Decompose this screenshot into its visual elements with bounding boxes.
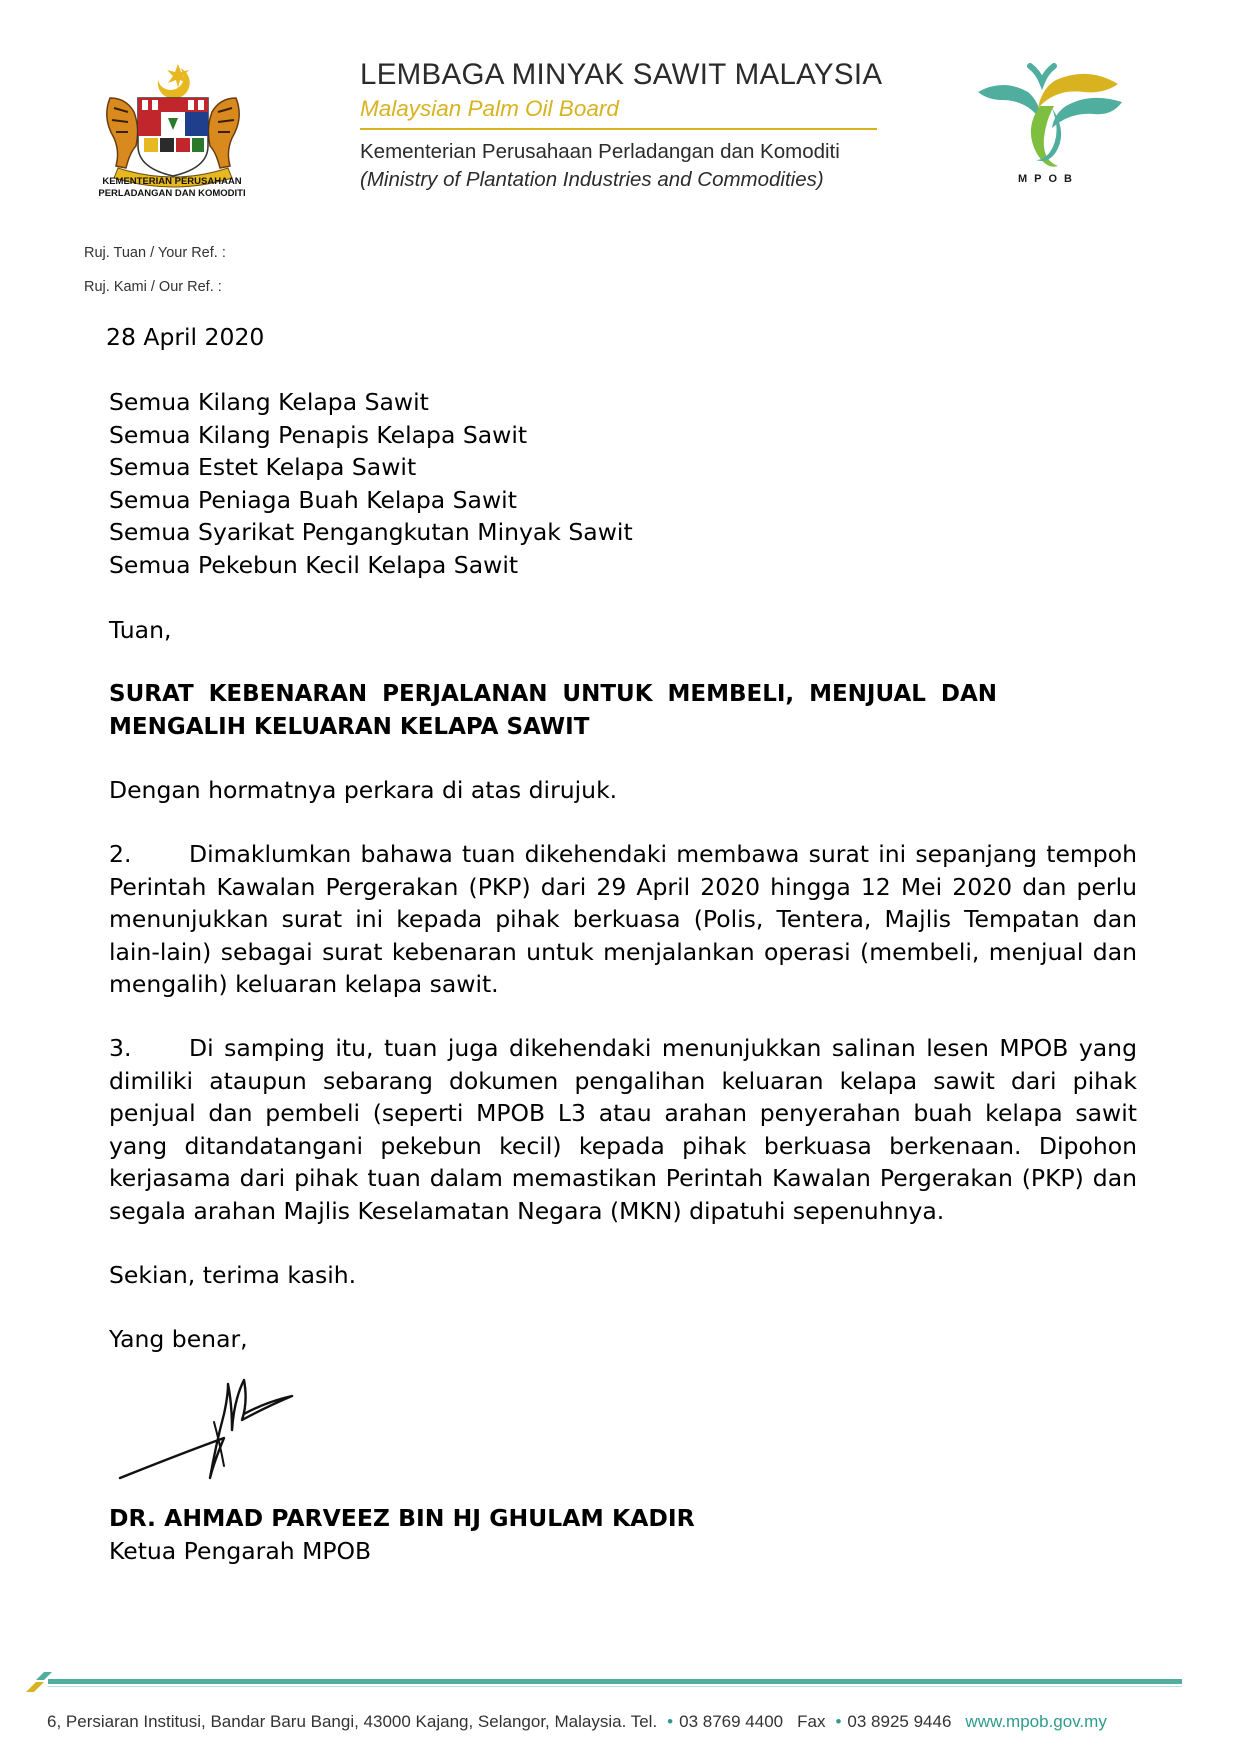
- recipient-item: Semua Estet Kelapa Sawit: [109, 453, 417, 481]
- board-name-english: Malaysian Palm Oil Board: [360, 96, 619, 121]
- paragraph-text: Dimaklumkan bahawa tuan dikehendaki membawa surat ini sepanjang tempoh Perintah Kawalan Pergerakan (PKP) dari 29 April 2020 hingga 12 Mei 2020 dan perlu menunjukkan surat ini kepada pihak berkuasa (Polis, Tentera, Majlis Tempatan dan lain-lain) sebagai surat kebenaran untuk menjalankan operasi (membeli, menjual dan mengalih) keluaran kelapa sawit.: [109, 840, 1137, 998]
- handwritten-signature: [118, 1372, 318, 1482]
- closing-line: Sekian, terima kasih.: [109, 1261, 357, 1289]
- footer-address: 6, Persiaran Institusi, Bandar Baru Bangi, 43000 Kajang, Selangor, Malaysia. Tel.: [47, 1712, 658, 1731]
- bullet-icon: •: [835, 1712, 842, 1731]
- recipient-item: Semua Kilang Penapis Kelapa Sawit: [109, 420, 528, 449]
- bullet-icon: •: [667, 1712, 674, 1731]
- paragraph-2: [109, 838, 1137, 1001]
- ministry-caption: [62, 176, 282, 200]
- ministry-name: Kementerian Perusahaan Perladangan dan Komoditi: [360, 140, 840, 163]
- footer-tel: 03 8769 4400: [679, 1712, 784, 1731]
- ministry-caption-line1: KEMENTERIAN PERUSAHAAN: [102, 176, 242, 187]
- paragraph-3: [109, 1032, 1137, 1227]
- header-divider: [360, 128, 877, 130]
- regards-line: Yang benar,: [109, 1325, 248, 1353]
- paragraph-text: Di samping itu, tuan juga dikehendaki menunjukkan salinan lesen MPOB yang dimiliki ataupun sebarang dokumen pengalihan keluaran kelapa sawit dari pihak penjual dan pembeli (seperti MPOB L3 atau arahan penyerahan buah kelapa sawit yang ditandatangani pekebun kecil) kepada pihak berkuasa berkenaan. Dipohon kerjasama dari pihak tuan dalam memastikan Perintah Kawalan Pergerakan (PKP) dan segala arahan Majlis Keselamatan Negara (MKN) dipatuhi sepenuhnya.: [109, 1034, 1137, 1225]
- recipient-list: [109, 386, 633, 581]
- our-reference: Ruj. Kami / Our Ref. :: [84, 279, 222, 295]
- signer-title: Ketua Pengarah MPOB: [109, 1537, 372, 1565]
- ministry-name-english: (Ministry of Plantation Industries and Commodities): [360, 168, 824, 191]
- salutation: Tuan,: [109, 616, 172, 644]
- board-header: [360, 58, 882, 192]
- ministry-caption-line2: PERLADANGAN DAN KOMODITI: [98, 188, 246, 199]
- signer-name: DR. AHMAD PARVEEZ BIN HJ GHULAM KADIR: [109, 1504, 695, 1532]
- footer-divider-thin: [48, 1686, 1182, 1687]
- footer-fax: 03 8925 9446: [847, 1712, 952, 1731]
- letter-date: 28 April 2020: [106, 323, 265, 351]
- footer-contact: [47, 1712, 1107, 1732]
- mpob-wordmark: MPOB: [1018, 173, 1079, 185]
- your-reference: Ruj. Tuan / Your Ref. :: [84, 245, 226, 261]
- mpob-logo: [968, 62, 1128, 182]
- recipient-item: Semua Syarikat Pengangkutan Minyak Sawit: [109, 518, 633, 546]
- letter-subject: SURAT KEBENARAN PERJALANAN UNTUK MEMBELI, MENJUAL DAN MENGALIH KELUARAN KELAPA SAWIT: [109, 681, 997, 740]
- recipient-item: Semua Pekebun Kecil Kelapa Sawit: [109, 550, 519, 579]
- paragraph-number: 3.: [109, 1034, 132, 1062]
- footer-website-link[interactable]: www.mpob.gov.my: [965, 1712, 1107, 1731]
- paragraph-number: 2.: [109, 840, 132, 868]
- opening-line: Dengan hormatnya perkara di atas dirujuk.: [109, 776, 618, 804]
- board-name: LEMBAGA MINYAK SAWIT MALAYSIA: [360, 58, 883, 91]
- footer-fax-label: Fax: [797, 1712, 826, 1731]
- footer-divider: [48, 1679, 1182, 1684]
- recipient-item: Semua Kilang Kelapa Sawit: [109, 388, 429, 416]
- recipient-item: Semua Peniaga Buah Kelapa Sawit: [109, 485, 517, 514]
